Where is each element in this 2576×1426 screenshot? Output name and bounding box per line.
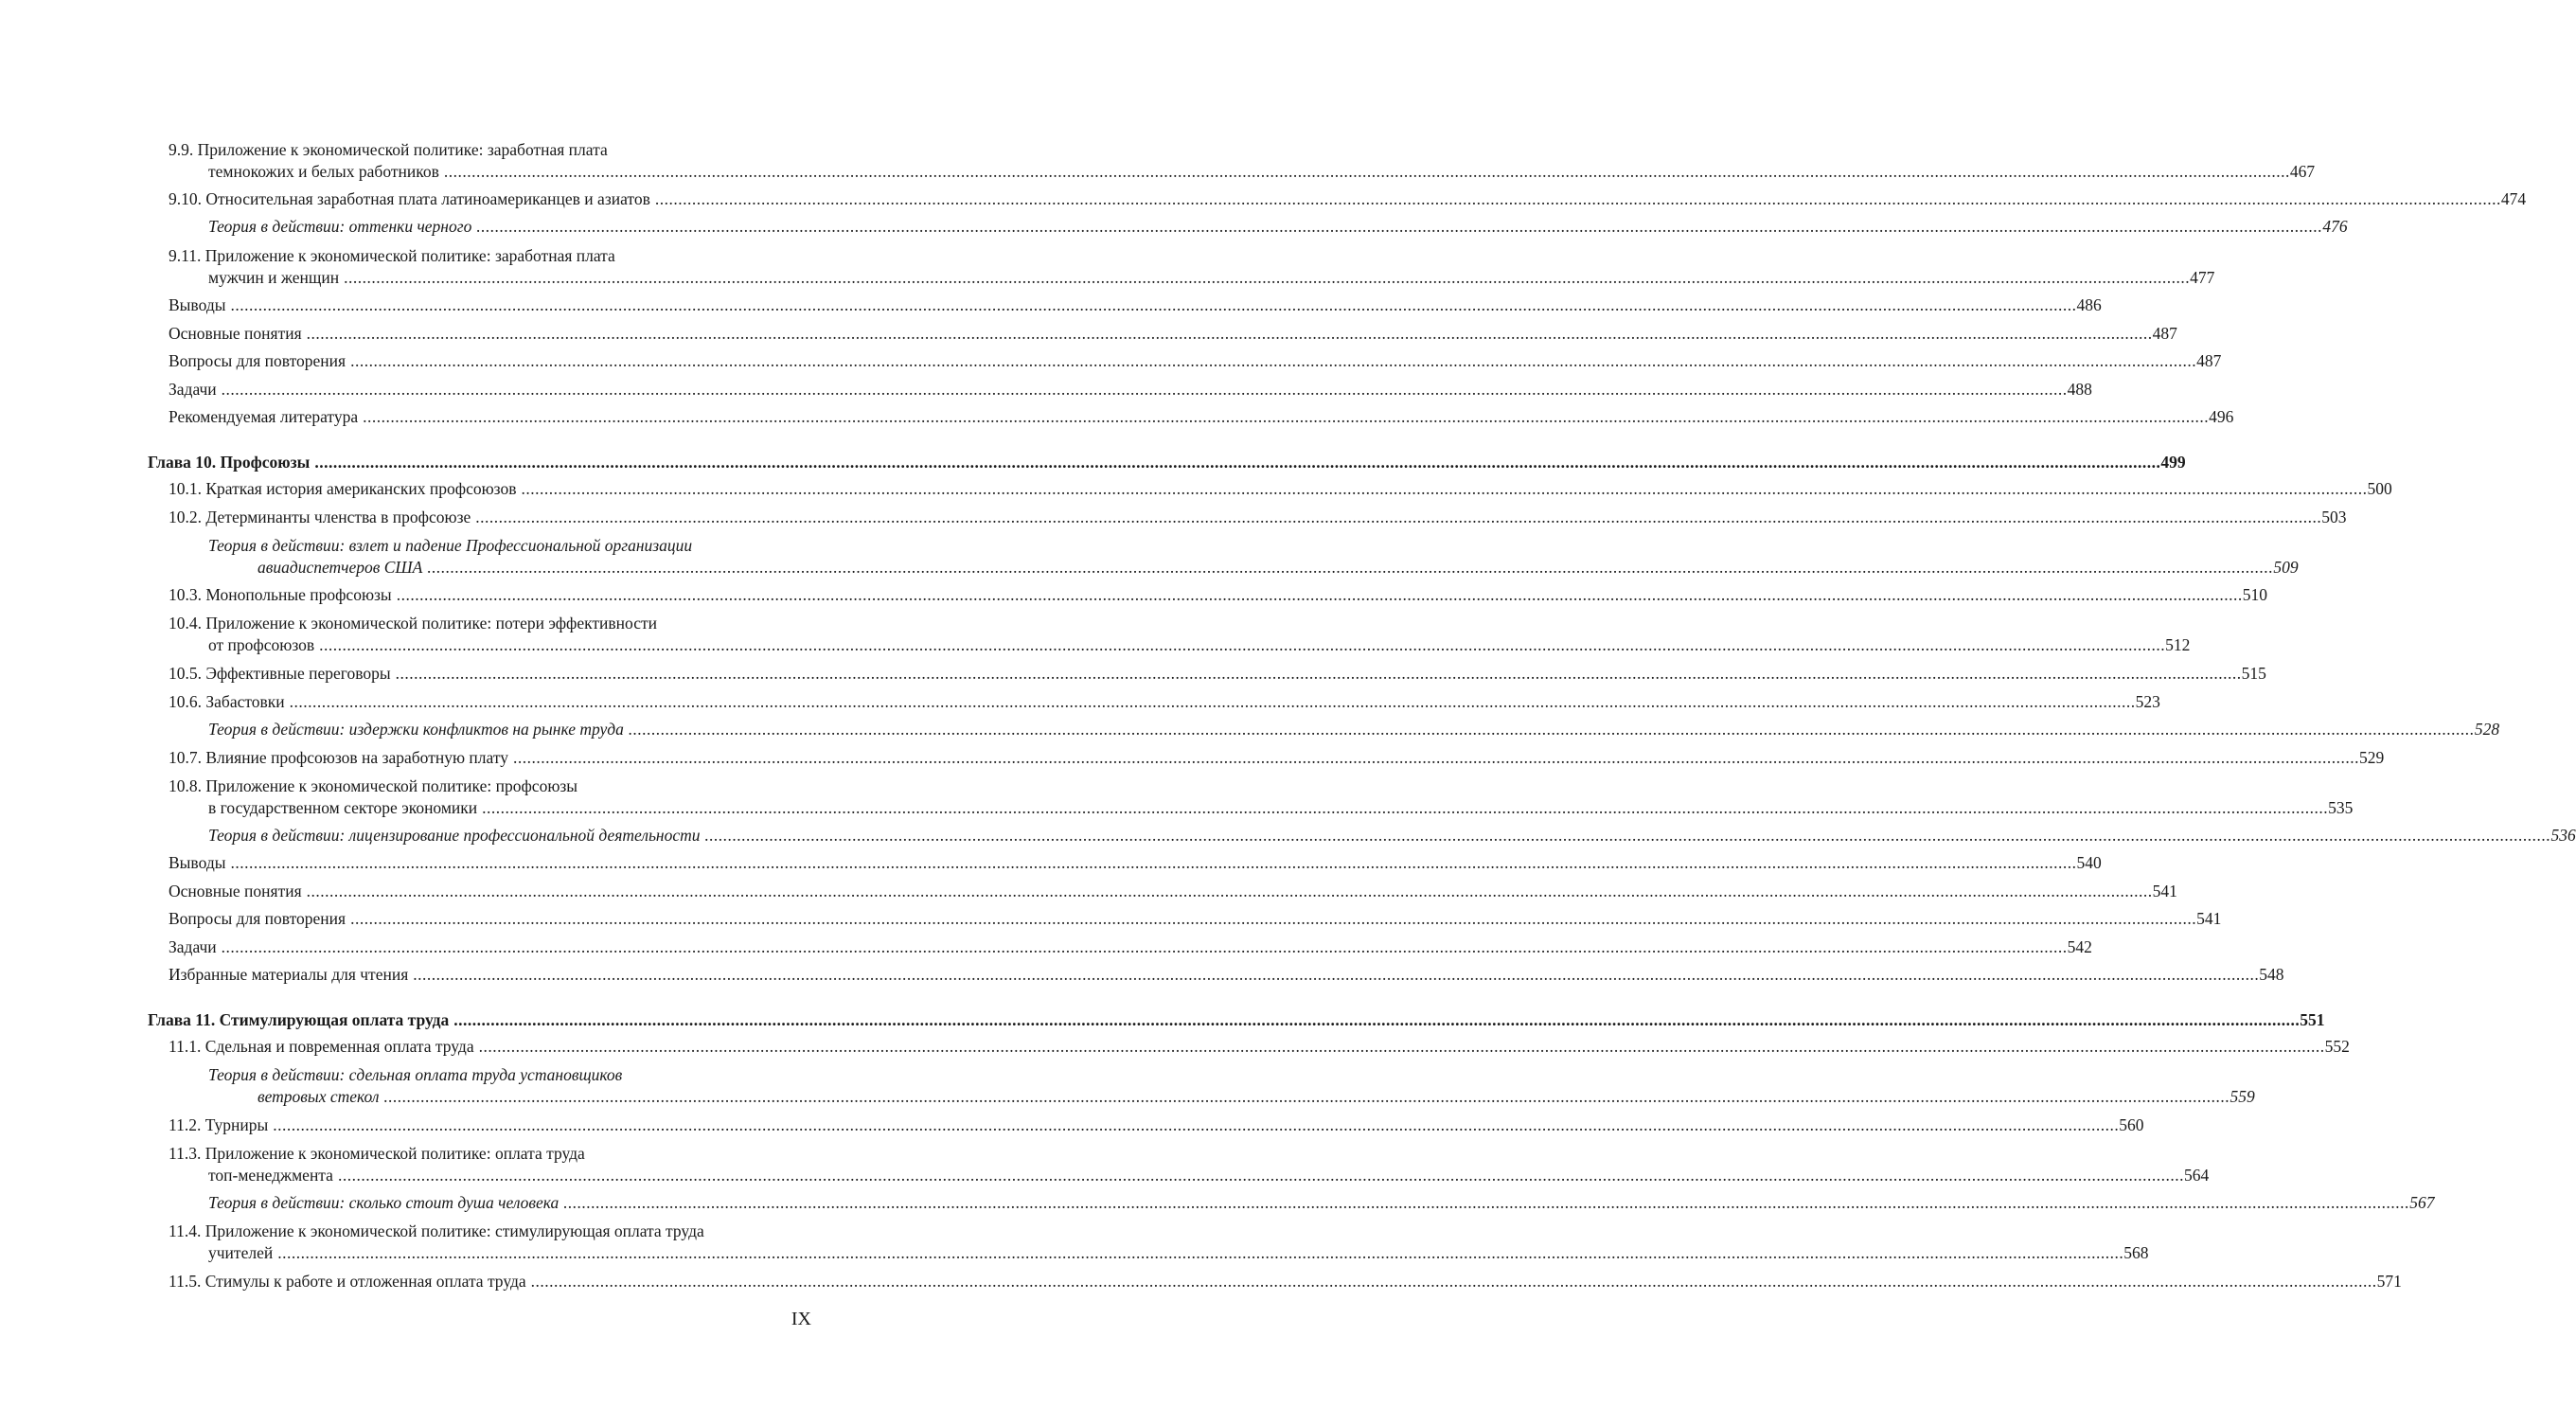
dot-leader: ................................................................................................................................................................................................................................................................................................................................................................................................................ <box>453 1010 2301 1029</box>
toc-entry-section <box>169 1114 2144 1135</box>
dot-leader: ................................................................................................................................................................................................................................................................................................................................................................................................................ <box>475 508 2322 526</box>
toc-entry-section <box>169 691 2160 712</box>
toc-entry-box <box>208 719 2500 740</box>
toc-entry-title: Вопросы для повторения <box>169 351 346 370</box>
toc-entry-title: Выводы <box>169 295 226 314</box>
dot-leader: ................................................................................................................................................................................................................................................................................................................................................................................................................ <box>482 798 2329 817</box>
toc-page-number: 476 <box>2322 217 2348 236</box>
toc-entry-title: Выводы <box>169 853 226 872</box>
dot-leader: ................................................................................................................................................................................................................................................................................................................................................................................................................ <box>478 1037 2325 1056</box>
toc-entry-title: 10.2. Детерминанты членства в профсоюзе <box>169 508 471 526</box>
page-number: IX <box>791 1309 811 1329</box>
toc-entry-title: Вопросы для повторения <box>169 909 346 928</box>
toc-entry-box <box>258 557 2299 578</box>
toc-page-number: 552 <box>2324 1037 2350 1056</box>
toc-entry-title: мужчин и женщин <box>208 268 340 287</box>
dot-leader: ................................................................................................................................................................................................................................................................................................................................................................................................................ <box>221 380 2068 399</box>
toc-entry-title: ветровых стекол <box>258 1087 380 1106</box>
toc-entry-section <box>169 584 2267 605</box>
dot-leader: ................................................................................................................................................................................................................................................................................................................................................................................................................ <box>273 1115 2120 1134</box>
toc-entry-box <box>208 1192 2435 1213</box>
toc-entry-title: 10.5. Эффективные переговоры <box>169 664 391 683</box>
dot-leader: ................................................................................................................................................................................................................................................................................................................................................................................................................ <box>314 453 2161 472</box>
toc-page-number: 487 <box>2196 351 2222 370</box>
toc-entry-section <box>169 964 2284 985</box>
toc-entry-section <box>169 881 2177 901</box>
toc-page-number: 487 <box>2152 324 2177 343</box>
dot-leader: ................................................................................................................................................................................................................................................................................................................................................................................................................ <box>230 853 2077 872</box>
toc-page-number: 515 <box>2241 664 2266 683</box>
dot-leader: ................................................................................................................................................................................................................................................................................................................................................................................................................ <box>306 882 2153 900</box>
toc-entry-title: Избранные материалы для чтения <box>169 965 409 984</box>
toc-entry-title: 10.6. Забастовки <box>169 692 285 711</box>
toc-entry-section <box>169 478 2392 499</box>
toc-entry-section <box>169 406 2234 427</box>
toc-entry-section <box>169 188 2527 209</box>
toc-entry-title: 11.5. Стимулы к работе и отложенная оплата труда <box>169 1272 526 1291</box>
dot-leader: ................................................................................................................................................................................................................................................................................................................................................................................................................ <box>530 1272 2377 1291</box>
toc-entry-section <box>169 323 2177 344</box>
dot-leader: ................................................................................................................................................................................................................................................................................................................................................................................................................ <box>512 748 2359 767</box>
toc-entry-title: Глава 10. Профсоюзы <box>148 453 311 472</box>
toc-entry-section <box>169 350 2222 371</box>
toc-entry-section <box>169 663 2266 684</box>
toc-page-number: 560 <box>2119 1115 2144 1134</box>
toc-entry-section <box>208 161 2316 182</box>
toc-entry-title: 9.9. Приложение к экономической политике: заработная плата <box>169 140 608 159</box>
toc-page-number: 529 <box>2358 748 2385 767</box>
toc-page-number: 500 <box>2367 479 2392 498</box>
toc-entry-section <box>169 747 2385 768</box>
toc-entry-title: 11.4. Приложение к экономической политике: стимулирующая оплата труда <box>169 1221 704 1240</box>
toc-entry-title: 11.1. Сдельная и повременная оплата труда <box>169 1037 474 1056</box>
toc-entry-section <box>208 634 2191 655</box>
dot-leader: ................................................................................................................................................................................................................................................................................................................................................................................................................ <box>383 1087 2230 1106</box>
toc-entry-title: топ-менеджмента <box>208 1166 333 1185</box>
toc-page-number: 499 <box>2160 453 2186 472</box>
toc-entry-section-line <box>169 613 657 633</box>
dot-leader: ................................................................................................................................................................................................................................................................................................................................................................................................................ <box>363 407 2210 426</box>
toc-entry-section <box>208 1242 2149 1263</box>
dot-leader: ................................................................................................................................................................................................................................................................................................................................................................................................................ <box>443 162 2290 181</box>
toc-entry-section <box>169 294 2102 315</box>
dot-leader: ................................................................................................................................................................................................................................................................................................................................................................................................................ <box>654 189 2501 208</box>
toc-entry-section <box>169 908 2222 929</box>
dot-leader: ................................................................................................................................................................................................................................................................................................................................................................................................................ <box>476 217 2323 236</box>
toc-entry-title: темнокожих и белых работников <box>208 162 439 181</box>
toc-entry-title: 11.2. Турниры <box>169 1115 269 1134</box>
toc-entry-title: 10.4. Приложение к экономической политике: потери эффективности <box>169 614 658 633</box>
toc-page-number: 536 <box>2550 826 2576 845</box>
toc-entry-title: 9.10. Относительная заработная плата латиноамериканцев и азиатов <box>169 189 650 208</box>
toc-entry-section-line <box>169 1143 585 1164</box>
toc-page-number: 467 <box>2289 162 2316 181</box>
dot-leader: ................................................................................................................................................................................................................................................................................................................................................................................................................ <box>396 585 2243 604</box>
toc-page-number: 540 <box>2076 853 2102 872</box>
toc-entry-box-line <box>208 535 692 556</box>
dot-leader: ................................................................................................................................................................................................................................................................................................................................................................................................................ <box>563 1193 2410 1212</box>
toc-entry-section <box>208 1165 2210 1185</box>
toc-entry-title: 10.7. Влияние профсоюзов на заработную плату <box>169 748 508 767</box>
toc-entry-chapter <box>148 1009 2325 1030</box>
toc-page-number: 542 <box>2067 937 2092 956</box>
toc-entry-title: Рекомендуемая литература <box>169 407 359 426</box>
toc-page-number: 477 <box>2190 268 2215 287</box>
toc-page-number: 496 <box>2209 407 2234 426</box>
toc-entry-title: 10.8. Приложение к экономической политике: профсоюзы <box>169 776 578 795</box>
toc-entry-title: Теория в действии: сдельная оплата труда установщиков <box>208 1065 623 1084</box>
toc-entry-section-line <box>169 1221 704 1241</box>
toc-page-number: 528 <box>2474 720 2500 739</box>
toc-entry-title: 11.3. Приложение к экономической политике: оплата труда <box>169 1144 585 1163</box>
toc-page-number: 567 <box>2409 1193 2435 1212</box>
dot-leader: ................................................................................................................................................................................................................................................................................................................................................................................................................ <box>337 1166 2184 1185</box>
toc-entry-title: Основные понятия <box>169 882 302 900</box>
dot-leader: ................................................................................................................................................................................................................................................................................................................................................................................................................ <box>350 909 2197 928</box>
toc-page-number: 541 <box>2196 909 2222 928</box>
dot-leader: ................................................................................................................................................................................................................................................................................................................................................................................................................ <box>230 295 2077 314</box>
dot-leader: ................................................................................................................................................................................................................................................................................................................................................................................................................ <box>704 826 2551 845</box>
toc-entry-section <box>208 267 2215 288</box>
dot-leader: ................................................................................................................................................................................................................................................................................................................................................................................................................ <box>221 937 2068 956</box>
toc-page-number: 488 <box>2067 380 2092 399</box>
toc-page-number: 551 <box>2300 1010 2325 1029</box>
toc-page-number: 486 <box>2076 295 2102 314</box>
toc-entry-section <box>208 797 2354 818</box>
toc-entry-title: Теория в действии: сколько стоит душа человека <box>208 1193 560 1212</box>
dot-leader: ................................................................................................................................................................................................................................................................................................................................................................................................................ <box>344 268 2191 287</box>
dot-leader: ................................................................................................................................................................................................................................................................................................................................................................................................................ <box>319 635 2166 654</box>
toc-entry-title: 9.11. Приложение к экономической политике: заработная плата <box>169 246 615 265</box>
toc-entry-section <box>169 1036 2350 1057</box>
toc-page-number: 559 <box>2230 1087 2255 1106</box>
toc-entry-title: Задачи <box>169 937 217 956</box>
toc-page-number: 568 <box>2123 1243 2149 1262</box>
toc-page-number: 510 <box>2242 585 2267 604</box>
toc-entry-chapter <box>148 452 2186 472</box>
dot-leader: ................................................................................................................................................................................................................................................................................................................................................................................................................ <box>289 692 2136 711</box>
toc-entry-box <box>208 216 2348 237</box>
toc-entry-section <box>169 507 2347 527</box>
toc-page-number: 535 <box>2328 798 2354 817</box>
toc-entry-title: авиадиспетчеров США <box>258 558 423 577</box>
toc-entry-box-line <box>208 1064 622 1085</box>
toc-page-number: 509 <box>2273 558 2299 577</box>
toc-entry-box <box>258 1086 2255 1107</box>
toc-entry-section-line <box>169 139 608 160</box>
toc-page-number: 571 <box>2376 1272 2402 1291</box>
dot-leader: ................................................................................................................................................................................................................................................................................................................................................................................................................ <box>306 324 2153 343</box>
dot-leader: ................................................................................................................................................................................................................................................................................................................................................................................................................ <box>395 664 2242 683</box>
toc-page-number: 564 <box>2183 1166 2210 1185</box>
toc-page-number: 548 <box>2259 965 2284 984</box>
toc-entry-section <box>169 852 2102 873</box>
toc-entry-box <box>208 825 2576 846</box>
dot-leader: ................................................................................................................................................................................................................................................................................................................................................................................................................ <box>277 1243 2124 1262</box>
toc-entry-title: учителей <box>208 1243 274 1262</box>
dot-leader: ................................................................................................................................................................................................................................................................................................................................................................................................................ <box>350 351 2197 370</box>
toc-entry-section-line <box>169 775 577 796</box>
toc-entry-section-line <box>169 245 615 266</box>
toc-entry-section <box>169 936 2092 957</box>
dot-leader: ................................................................................................................................................................................................................................................................................................................................................................................................................ <box>413 965 2260 984</box>
toc-page-number: 523 <box>2135 692 2160 711</box>
toc-page-number: 474 <box>2500 189 2527 208</box>
toc-page-number: 541 <box>2152 882 2177 900</box>
toc-entry-title: Задачи <box>169 380 217 399</box>
toc-page-number: 512 <box>2165 635 2191 654</box>
dot-leader: ................................................................................................................................................................................................................................................................................................................................................................................................................ <box>427 558 2274 577</box>
toc-entry-title: 10.3. Монопольные профсоюзы <box>169 585 392 604</box>
toc-entry-title: Глава 11. Стимулирующая оплата труда <box>148 1010 450 1029</box>
toc-entry-title: от профсоюзов <box>208 635 315 654</box>
toc-entry-title: Теория в действии: издержки конфликтов на рынке труда <box>208 720 624 739</box>
toc-entry-title: Теория в действии: взлет и падение Профессиональной организации <box>208 536 693 555</box>
toc-entry-section <box>169 379 2092 400</box>
toc-entry-title: Основные понятия <box>169 324 302 343</box>
toc-entry-title: Теория в действии: оттенки черного <box>208 217 472 236</box>
toc-entry-title: в государственном секторе экономики <box>208 798 478 817</box>
toc-entry-section <box>169 1271 2402 1292</box>
dot-leader: ................................................................................................................................................................................................................................................................................................................................................................................................................ <box>628 720 2475 739</box>
toc-page-number: 503 <box>2321 508 2347 526</box>
toc-entry-title: Теория в действии: лицензирование профессиональной деятельности <box>208 826 701 845</box>
dot-leader: ................................................................................................................................................................................................................................................................................................................................................................................................................ <box>521 479 2368 498</box>
toc-entry-title: 10.1. Краткая история американских профсоюзов <box>169 479 517 498</box>
